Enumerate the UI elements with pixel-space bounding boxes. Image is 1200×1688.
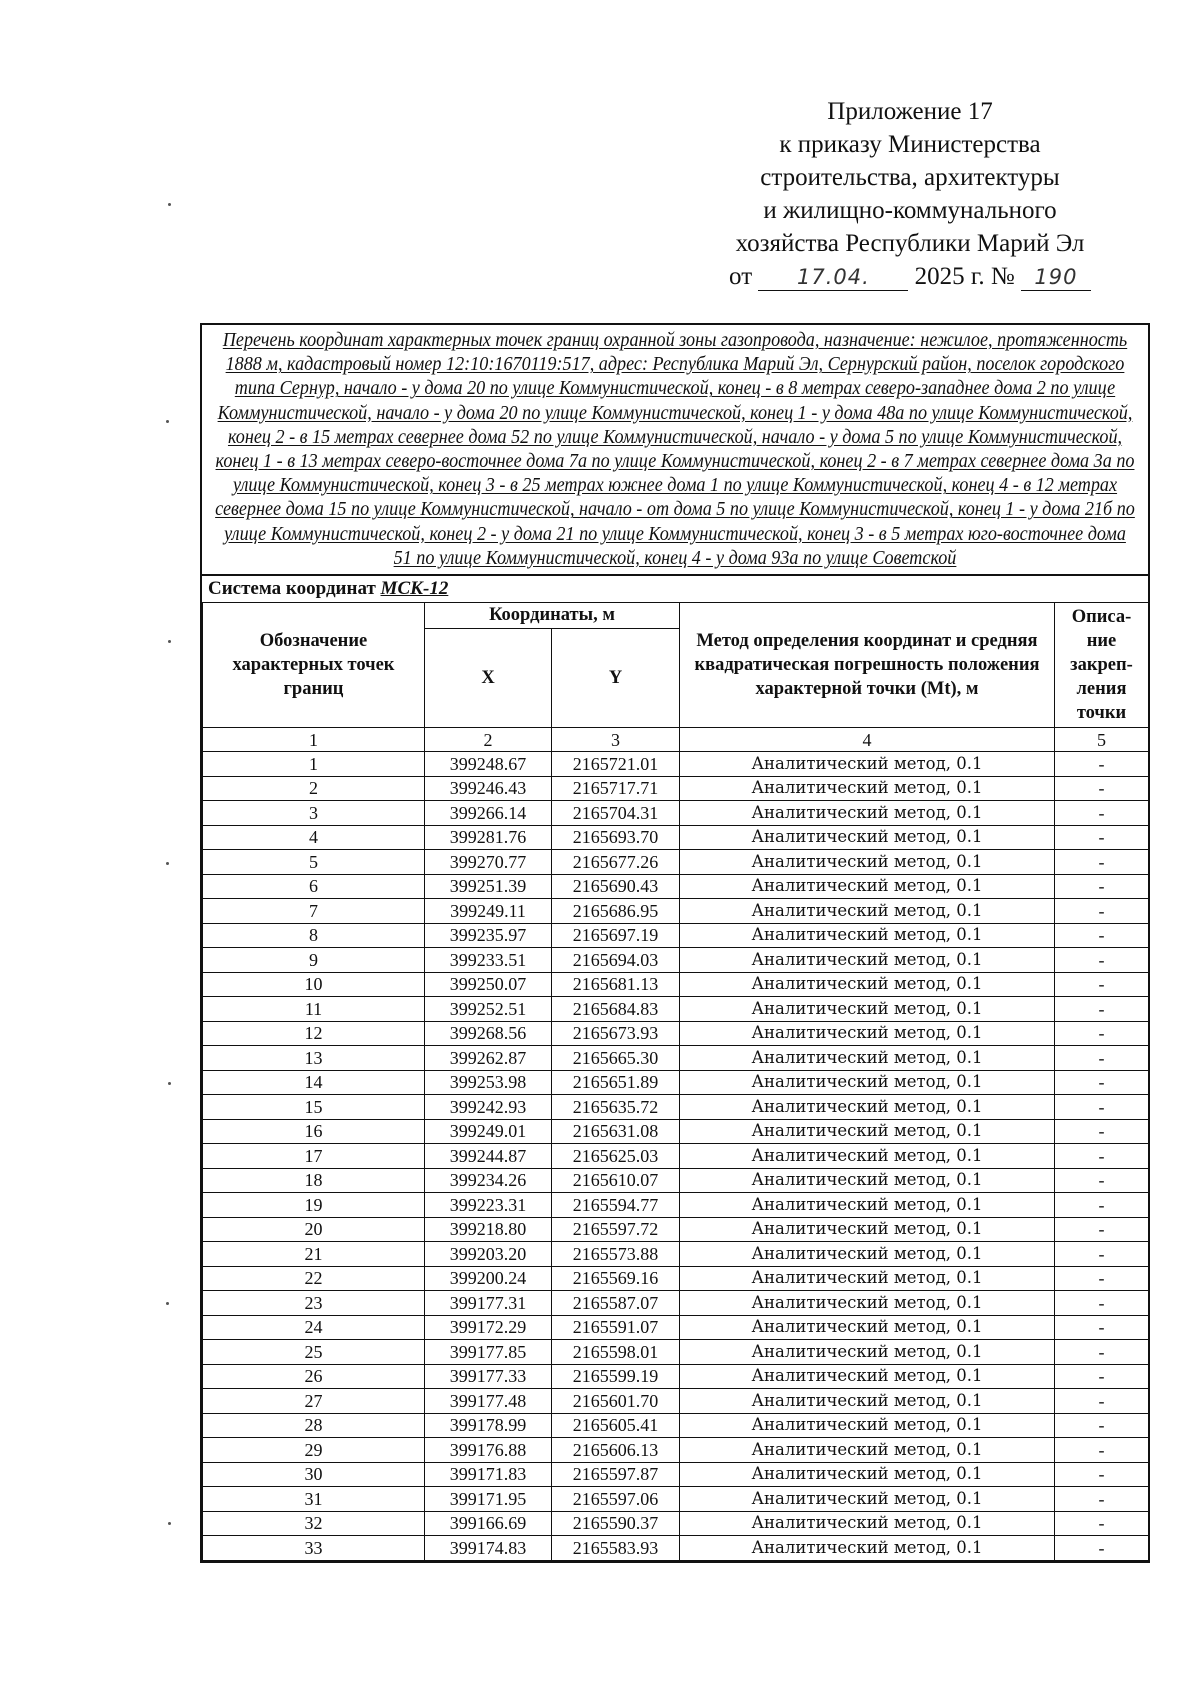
point-number: 31 bbox=[203, 1487, 425, 1512]
header-line: и жилищно-коммунального bbox=[763, 197, 1057, 224]
column-number: 5 bbox=[1055, 728, 1149, 752]
point-number: 16 bbox=[203, 1119, 425, 1144]
fixation-description: - bbox=[1055, 1315, 1149, 1340]
method-cell: Аналитический метод, 0.1 bbox=[680, 1511, 1055, 1536]
method-cell: Аналитический метод, 0.1 bbox=[680, 1413, 1055, 1438]
method-cell: Аналитический метод, 0.1 bbox=[680, 1217, 1055, 1242]
x-coordinate: 399281.76 bbox=[425, 825, 552, 850]
header-line: строительства, архитектуры bbox=[760, 164, 1060, 191]
table-row bbox=[203, 1389, 1149, 1414]
x-coordinate: 399223.31 bbox=[425, 1193, 552, 1218]
handwritten-date: 17.04. bbox=[758, 264, 908, 291]
column-number: 2 bbox=[425, 728, 552, 752]
table-row bbox=[203, 1462, 1149, 1487]
method-cell: Аналитический метод, 0.1 bbox=[680, 1168, 1055, 1193]
y-coordinate: 2165597.72 bbox=[552, 1217, 680, 1242]
y-coordinate: 2165686.95 bbox=[552, 899, 680, 924]
header-line: Приложение 17 bbox=[827, 98, 993, 125]
table-row bbox=[203, 1168, 1149, 1193]
fixation-description: - bbox=[1055, 1046, 1149, 1071]
y-coordinate: 2165717.71 bbox=[552, 776, 680, 801]
fixation-description: - bbox=[1055, 850, 1149, 875]
table-row bbox=[203, 874, 1149, 899]
x-coordinate: 399250.07 bbox=[425, 972, 552, 997]
method-cell: Аналитический метод, 0.1 bbox=[680, 1193, 1055, 1218]
fixation-description: - bbox=[1055, 1364, 1149, 1389]
point-number: 29 bbox=[203, 1438, 425, 1463]
point-number: 17 bbox=[203, 1144, 425, 1169]
table-row bbox=[203, 850, 1149, 875]
point-number: 5 bbox=[203, 850, 425, 875]
x-coordinate: 399177.33 bbox=[425, 1364, 552, 1389]
fixation-description: - bbox=[1055, 1193, 1149, 1218]
table-row bbox=[203, 1413, 1149, 1438]
y-coordinate: 2165704.31 bbox=[552, 801, 680, 826]
scan-dot bbox=[168, 1522, 171, 1525]
point-number: 28 bbox=[203, 1413, 425, 1438]
method-cell: Аналитический метод, 0.1 bbox=[680, 1536, 1055, 1561]
fixation-description: - bbox=[1055, 1242, 1149, 1267]
fixation-description: - bbox=[1055, 1070, 1149, 1095]
year-text: 2025 г. № bbox=[914, 263, 1015, 290]
table-row bbox=[203, 1364, 1149, 1389]
x-coordinate: 399176.88 bbox=[425, 1438, 552, 1463]
fixation-description: - bbox=[1055, 801, 1149, 826]
method-cell: Аналитический метод, 0.1 bbox=[680, 899, 1055, 924]
column-number: 4 bbox=[680, 728, 1055, 752]
x-coordinate: 399171.95 bbox=[425, 1487, 552, 1512]
y-coordinate: 2165599.19 bbox=[552, 1364, 680, 1389]
point-number: 30 bbox=[203, 1462, 425, 1487]
y-coordinate: 2165601.70 bbox=[552, 1389, 680, 1414]
point-number: 23 bbox=[203, 1291, 425, 1316]
table-row bbox=[203, 1340, 1149, 1365]
scan-dot bbox=[168, 203, 171, 206]
table-row bbox=[203, 776, 1149, 801]
y-coordinate: 2165677.26 bbox=[552, 850, 680, 875]
point-number: 2 bbox=[203, 776, 425, 801]
point-number: 24 bbox=[203, 1315, 425, 1340]
x-coordinate: 399200.24 bbox=[425, 1266, 552, 1291]
method-cell: Аналитический метод, 0.1 bbox=[680, 1119, 1055, 1144]
method-cell: Аналитический метод, 0.1 bbox=[680, 972, 1055, 997]
order-date-line bbox=[700, 260, 1120, 293]
method-cell: Аналитический метод, 0.1 bbox=[680, 1315, 1055, 1340]
method-cell: Аналитический метод, 0.1 bbox=[680, 1242, 1055, 1267]
x-coordinate: 399177.31 bbox=[425, 1291, 552, 1316]
point-number: 8 bbox=[203, 923, 425, 948]
x-coordinate: 399262.87 bbox=[425, 1046, 552, 1071]
table-row bbox=[203, 1193, 1149, 1218]
point-number: 6 bbox=[203, 874, 425, 899]
y-coordinate: 2165625.03 bbox=[552, 1144, 680, 1169]
table-row bbox=[203, 1291, 1149, 1316]
method-cell: Аналитический метод, 0.1 bbox=[680, 825, 1055, 850]
y-coordinate: 2165681.13 bbox=[552, 972, 680, 997]
point-number: 19 bbox=[203, 1193, 425, 1218]
header-line: хозяйства Республики Марий Эл bbox=[735, 230, 1085, 257]
point-number: 25 bbox=[203, 1340, 425, 1365]
fixation-description: - bbox=[1055, 1144, 1149, 1169]
fixation-description: - bbox=[1055, 776, 1149, 801]
y-coordinate: 2165598.01 bbox=[552, 1340, 680, 1365]
table-row bbox=[203, 1217, 1149, 1242]
table-row bbox=[203, 899, 1149, 924]
fixation-description: - bbox=[1055, 874, 1149, 899]
point-number: 33 bbox=[203, 1536, 425, 1561]
table-row bbox=[203, 997, 1149, 1022]
point-number: 18 bbox=[203, 1168, 425, 1193]
point-number: 9 bbox=[203, 948, 425, 973]
method-cell: Аналитический метод, 0.1 bbox=[680, 752, 1055, 777]
points-table-body bbox=[203, 752, 1149, 1561]
scan-dot bbox=[166, 420, 169, 423]
header-line: к приказу Министерства bbox=[779, 131, 1041, 158]
y-coordinate: 2165597.06 bbox=[552, 1487, 680, 1512]
x-coordinate: 399233.51 bbox=[425, 948, 552, 973]
point-number: 32 bbox=[203, 1511, 425, 1536]
y-coordinate: 2165721.01 bbox=[552, 752, 680, 777]
fixation-description: - bbox=[1055, 1413, 1149, 1438]
point-number: 11 bbox=[203, 997, 425, 1022]
fixation-description: - bbox=[1055, 1536, 1149, 1561]
y-coordinate: 2165591.07 bbox=[552, 1315, 680, 1340]
point-number: 3 bbox=[203, 801, 425, 826]
x-coordinate: 399172.29 bbox=[425, 1315, 552, 1340]
method-cell: Аналитический метод, 0.1 bbox=[680, 1095, 1055, 1120]
method-cell: Аналитический метод, 0.1 bbox=[680, 1364, 1055, 1389]
y-coordinate: 2165665.30 bbox=[552, 1046, 680, 1071]
y-coordinate: 2165694.03 bbox=[552, 948, 680, 973]
scan-dot bbox=[168, 1082, 171, 1085]
table-row bbox=[203, 948, 1149, 973]
fixation-description: - bbox=[1055, 1462, 1149, 1487]
fixation-description: - bbox=[1055, 1340, 1149, 1365]
fixation-description: - bbox=[1055, 1119, 1149, 1144]
point-number: 21 bbox=[203, 1242, 425, 1267]
x-coordinate: 399242.93 bbox=[425, 1095, 552, 1120]
method-cell: Аналитический метод, 0.1 bbox=[680, 997, 1055, 1022]
fixation-description: - bbox=[1055, 1266, 1149, 1291]
x-coordinate: 399266.14 bbox=[425, 801, 552, 826]
table-row bbox=[203, 1119, 1149, 1144]
x-coordinate: 399246.43 bbox=[425, 776, 552, 801]
header-designation: Обозначение характерных точек границ bbox=[203, 603, 425, 728]
table-row bbox=[203, 1536, 1149, 1561]
fixation-description: - bbox=[1055, 1168, 1149, 1193]
point-number: 1 bbox=[203, 752, 425, 777]
method-cell: Аналитический метод, 0.1 bbox=[680, 1021, 1055, 1046]
fixation-description: - bbox=[1055, 1438, 1149, 1463]
method-cell: Аналитический метод, 0.1 bbox=[680, 1462, 1055, 1487]
x-coordinate: 399177.48 bbox=[425, 1389, 552, 1414]
y-coordinate: 2165597.87 bbox=[552, 1462, 680, 1487]
x-coordinate: 399244.87 bbox=[425, 1144, 552, 1169]
point-number: 26 bbox=[203, 1364, 425, 1389]
fixation-description: - bbox=[1055, 1021, 1149, 1046]
y-coordinate: 2165651.89 bbox=[552, 1070, 680, 1095]
coordinate-system bbox=[202, 574, 1148, 602]
y-coordinate: 2165610.07 bbox=[552, 1168, 680, 1193]
y-coordinate: 2165605.41 bbox=[552, 1413, 680, 1438]
y-coordinate: 2165573.88 bbox=[552, 1242, 680, 1267]
table-row bbox=[203, 1021, 1149, 1046]
y-coordinate: 2165631.08 bbox=[552, 1119, 680, 1144]
scan-dot bbox=[168, 640, 171, 643]
appendix-header bbox=[700, 95, 1120, 293]
fixation-description: - bbox=[1055, 1095, 1149, 1120]
method-cell: Аналитический метод, 0.1 bbox=[680, 948, 1055, 973]
table-row bbox=[203, 1438, 1149, 1463]
table-row bbox=[203, 825, 1149, 850]
y-coordinate: 2165693.70 bbox=[552, 825, 680, 850]
zone-description: Перечень координат характерных точек границ охранной зоны газопровода, назначение: нежилое, протяженность 1888 м, кадастровый номер 12:10:1670119:517, адрес: Республика Марий Эл, Сернурский район, поселок городского типа Сернур, начало - у дома 20 по улице Коммунистической, конец - в 8 метрах северо-западнее дома 2 по улице Коммунистической, начало - у дома 20 по улице Коммунистической, конец 1 - у дома 48а по улице Коммунистической, конец 2 - в 15 метрах севернее дома 52 по улице Коммунистической, начало - у дома 5 по улице Коммунистической, конец 1 - в 13 метрах северо-восточнее дома 7а по улице Коммунистической, конец 2 - в 7 метрах севернее дома 3а по улице Коммунистической, конец 3 - в 25 метрах южнее дома 1 по улице Коммунистической, конец 4 - в 12 метрах севернее дома 15 по улице Коммунистической, начало - от дома 5 по улице Коммунистической, конец 1 - у дома 21б по улице Коммунистической, конец 2 - у дома 21 по улице Коммунистической, конец 3 - в 5 метрах юго-восточнее дома 51 по улице Коммунистической, конец 4 - у дома 93а по улице Советской bbox=[215, 330, 1135, 569]
x-coordinate: 399178.99 bbox=[425, 1413, 552, 1438]
fixation-description: - bbox=[1055, 948, 1149, 973]
header-description: Описа-ние закреп-ления точки bbox=[1055, 603, 1149, 728]
table-row bbox=[203, 1070, 1149, 1095]
fixation-description: - bbox=[1055, 752, 1149, 777]
x-coordinate: 399174.83 bbox=[425, 1536, 552, 1561]
y-coordinate: 2165590.37 bbox=[552, 1511, 680, 1536]
x-coordinate: 399252.51 bbox=[425, 997, 552, 1022]
fixation-description: - bbox=[1055, 825, 1149, 850]
method-cell: Аналитический метод, 0.1 bbox=[680, 1291, 1055, 1316]
table-row bbox=[203, 801, 1149, 826]
y-coordinate: 2165569.16 bbox=[552, 1266, 680, 1291]
scan-dot bbox=[166, 1302, 169, 1305]
point-number: 13 bbox=[203, 1046, 425, 1071]
y-coordinate: 2165587.07 bbox=[552, 1291, 680, 1316]
fixation-description: - bbox=[1055, 1291, 1149, 1316]
points-table bbox=[202, 602, 1149, 1561]
point-number: 12 bbox=[203, 1021, 425, 1046]
method-cell: Аналитический метод, 0.1 bbox=[680, 1046, 1055, 1071]
table-row bbox=[203, 1242, 1149, 1267]
header-method: Метод определения координат и средняя квадратическая погрешность положения характерной точки (Mt), м bbox=[680, 603, 1055, 728]
header-x: X bbox=[425, 628, 552, 727]
table-row bbox=[203, 1144, 1149, 1169]
x-coordinate: 399166.69 bbox=[425, 1511, 552, 1536]
table-row bbox=[203, 1266, 1149, 1291]
fixation-description: - bbox=[1055, 972, 1149, 997]
x-coordinate: 399249.01 bbox=[425, 1119, 552, 1144]
header-y: Y bbox=[552, 628, 680, 727]
coordinates-document bbox=[200, 323, 1150, 1563]
table-row bbox=[203, 1315, 1149, 1340]
point-number: 10 bbox=[203, 972, 425, 997]
point-number: 15 bbox=[203, 1095, 425, 1120]
x-coordinate: 399177.85 bbox=[425, 1340, 552, 1365]
x-coordinate: 399171.83 bbox=[425, 1462, 552, 1487]
point-number: 4 bbox=[203, 825, 425, 850]
coordinate-system-value: МСК-12 bbox=[380, 578, 449, 600]
x-coordinate: 399248.67 bbox=[425, 752, 552, 777]
table-row bbox=[203, 752, 1149, 777]
table-row bbox=[203, 1095, 1149, 1120]
y-coordinate: 2165635.72 bbox=[552, 1095, 680, 1120]
point-number: 22 bbox=[203, 1266, 425, 1291]
fixation-description: - bbox=[1055, 1389, 1149, 1414]
x-coordinate: 399268.56 bbox=[425, 1021, 552, 1046]
method-cell: Аналитический метод, 0.1 bbox=[680, 874, 1055, 899]
method-cell: Аналитический метод, 0.1 bbox=[680, 1438, 1055, 1463]
y-coordinate: 2165690.43 bbox=[552, 874, 680, 899]
y-coordinate: 2165673.93 bbox=[552, 1021, 680, 1046]
x-coordinate: 399270.77 bbox=[425, 850, 552, 875]
coordinate-system-label: Система координат bbox=[208, 578, 376, 600]
column-number: 3 bbox=[552, 728, 680, 752]
method-cell: Аналитический метод, 0.1 bbox=[680, 1487, 1055, 1512]
x-coordinate: 399253.98 bbox=[425, 1070, 552, 1095]
point-number: 14 bbox=[203, 1070, 425, 1095]
fixation-description: - bbox=[1055, 899, 1149, 924]
handwritten-order-number: 190 bbox=[1021, 264, 1091, 291]
fixation-description: - bbox=[1055, 997, 1149, 1022]
table-row bbox=[203, 1046, 1149, 1071]
table-row bbox=[203, 923, 1149, 948]
x-coordinate: 399249.11 bbox=[425, 899, 552, 924]
x-coordinate: 399251.39 bbox=[425, 874, 552, 899]
y-coordinate: 2165606.13 bbox=[552, 1438, 680, 1463]
method-cell: Аналитический метод, 0.1 bbox=[680, 776, 1055, 801]
y-coordinate: 2165697.19 bbox=[552, 923, 680, 948]
x-coordinate: 399203.20 bbox=[425, 1242, 552, 1267]
scan-dot bbox=[166, 862, 169, 865]
method-cell: Аналитический метод, 0.1 bbox=[680, 1389, 1055, 1414]
method-cell: Аналитический метод, 0.1 bbox=[680, 1070, 1055, 1095]
table-row bbox=[203, 972, 1149, 997]
method-cell: Аналитический метод, 0.1 bbox=[680, 1266, 1055, 1291]
y-coordinate: 2165684.83 bbox=[552, 997, 680, 1022]
y-coordinate: 2165594.77 bbox=[552, 1193, 680, 1218]
table-row bbox=[203, 1487, 1149, 1512]
method-cell: Аналитический метод, 0.1 bbox=[680, 801, 1055, 826]
fixation-description: - bbox=[1055, 1487, 1149, 1512]
method-cell: Аналитический метод, 0.1 bbox=[680, 923, 1055, 948]
fixation-description: - bbox=[1055, 923, 1149, 948]
method-cell: Аналитический метод, 0.1 bbox=[680, 1144, 1055, 1169]
header-coordinates: Координаты, м bbox=[425, 603, 680, 629]
method-cell: Аналитический метод, 0.1 bbox=[680, 850, 1055, 875]
table-row bbox=[203, 1511, 1149, 1536]
point-number: 27 bbox=[203, 1389, 425, 1414]
point-number: 7 bbox=[203, 899, 425, 924]
x-coordinate: 399234.26 bbox=[425, 1168, 552, 1193]
date-prefix: от bbox=[729, 263, 753, 290]
method-cell: Аналитический метод, 0.1 bbox=[680, 1340, 1055, 1365]
x-coordinate: 399218.80 bbox=[425, 1217, 552, 1242]
x-coordinate: 399235.97 bbox=[425, 923, 552, 948]
fixation-description: - bbox=[1055, 1217, 1149, 1242]
point-number: 20 bbox=[203, 1217, 425, 1242]
fixation-description: - bbox=[1055, 1511, 1149, 1536]
y-coordinate: 2165583.93 bbox=[552, 1536, 680, 1561]
column-number: 1 bbox=[203, 728, 425, 752]
